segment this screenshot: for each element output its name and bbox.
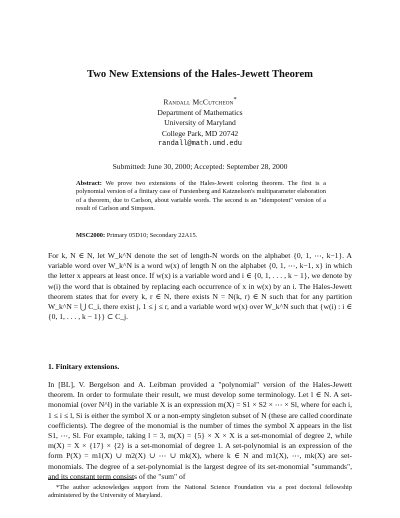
footnote-rule (48, 479, 134, 480)
section-heading: 1. Finitary extensions. (48, 362, 120, 371)
author-city: College Park, MD 20742 (161, 128, 239, 138)
msc-classification (76, 232, 326, 239)
author-email[interactable]: randall@math.umd.edu (157, 140, 242, 149)
intro-paragraph: For k, N ∈ N, let W_k^N denote the set of length-N words on the alphabet {0, 1, ⋯, k−1}. A variable word over W_k^N is a word w(x) of length N on the alphabet {0, 1, ⋯, k−1, x} in which the letter x appears at least once. If w(x) is a variable word and i ∈ {0, 1, . . . , k − 1}, we denote by w(i) the word that is obtained by replacing each occurrence of x in w(x) by an i. The Hales-Jewett theorem states that for every k, r ∈ N, there exists N = N(k, r) ∈ N such that for any partition W_k^N = ⋃ C_i, there exist j, 1 ≤ j ≤ r, and a variable word w(x) over W_k^N such that {w(i) : i ∈ {0, 1, . . . , k − 1}} ⊂ C_j. (48, 251, 352, 322)
msc-label: MSC2000: (76, 232, 106, 239)
author-footnote-mark: * (233, 96, 237, 103)
section-paragraph: In [BL], V. Bergelson and A. Leibman provided a "polynomial" version of the Hales-Jewett theorem. In order to formulate their result, we must develop some terminology. Let l ∈ N. A set-monomial (over N^l) in the variable X is an expression m(X) = S1 × S2 × ⋯ × Sl, where for each i, 1 ≤ i ≤ l, Si is either the symbol X or a non-empty singleton subset of N (these are called coordinate coefficients). The degree of the monomial is the number of times the symbol X appears in the list S1, ⋯, Sl. For example, taking l = 3, m(X) = {5} × X × X is a set-monomial of degree 2, while m(X) = X × {17} × {2} is a set-monomial of degree 1. A set-polynomial is an expression of the form P(X) = m1(X) ∪ m2(X) ∪ ⋯ ∪ mk(X), where k ∈ N and m1(X), ⋯, mk(X) are set-monomials. The degree of a set-polynomial is the largest degree of its set-monomial "summands", and its constant term consists of the "sum" of (48, 380, 352, 481)
abstract-text: We prove two extensions of the Hales-Jewett coloring theorem. The first is a polynomial version of a finitary case of Furstenberg and Katznelson's multiparameter elaboration of a theorem, due to Carlson, about variable words. The second is an "idempotent" version of a result of Carlson and Simpson. (76, 180, 327, 212)
paper-title: Two New Extensions of the Hales-Jewett Theorem (87, 69, 313, 80)
abstract (76, 180, 326, 213)
msc-text: Primary 05D10; Secondary 22A15. (106, 232, 198, 239)
footnote: *The author acknowledges support from the National Science Foundation via a post doctoral fellowship administered by the University of Maryland. (48, 484, 352, 500)
author-name: Randall McCutcheon (163, 97, 234, 107)
abstract-label: Abstract: (76, 180, 102, 187)
author-block (0, 95, 400, 150)
author-department: Department of Mathematics (157, 107, 243, 117)
author-university: University of Maryland (164, 118, 236, 128)
submission-dates: Submitted: June 30, 2000; Accepted: September 28, 2000 (112, 162, 288, 171)
